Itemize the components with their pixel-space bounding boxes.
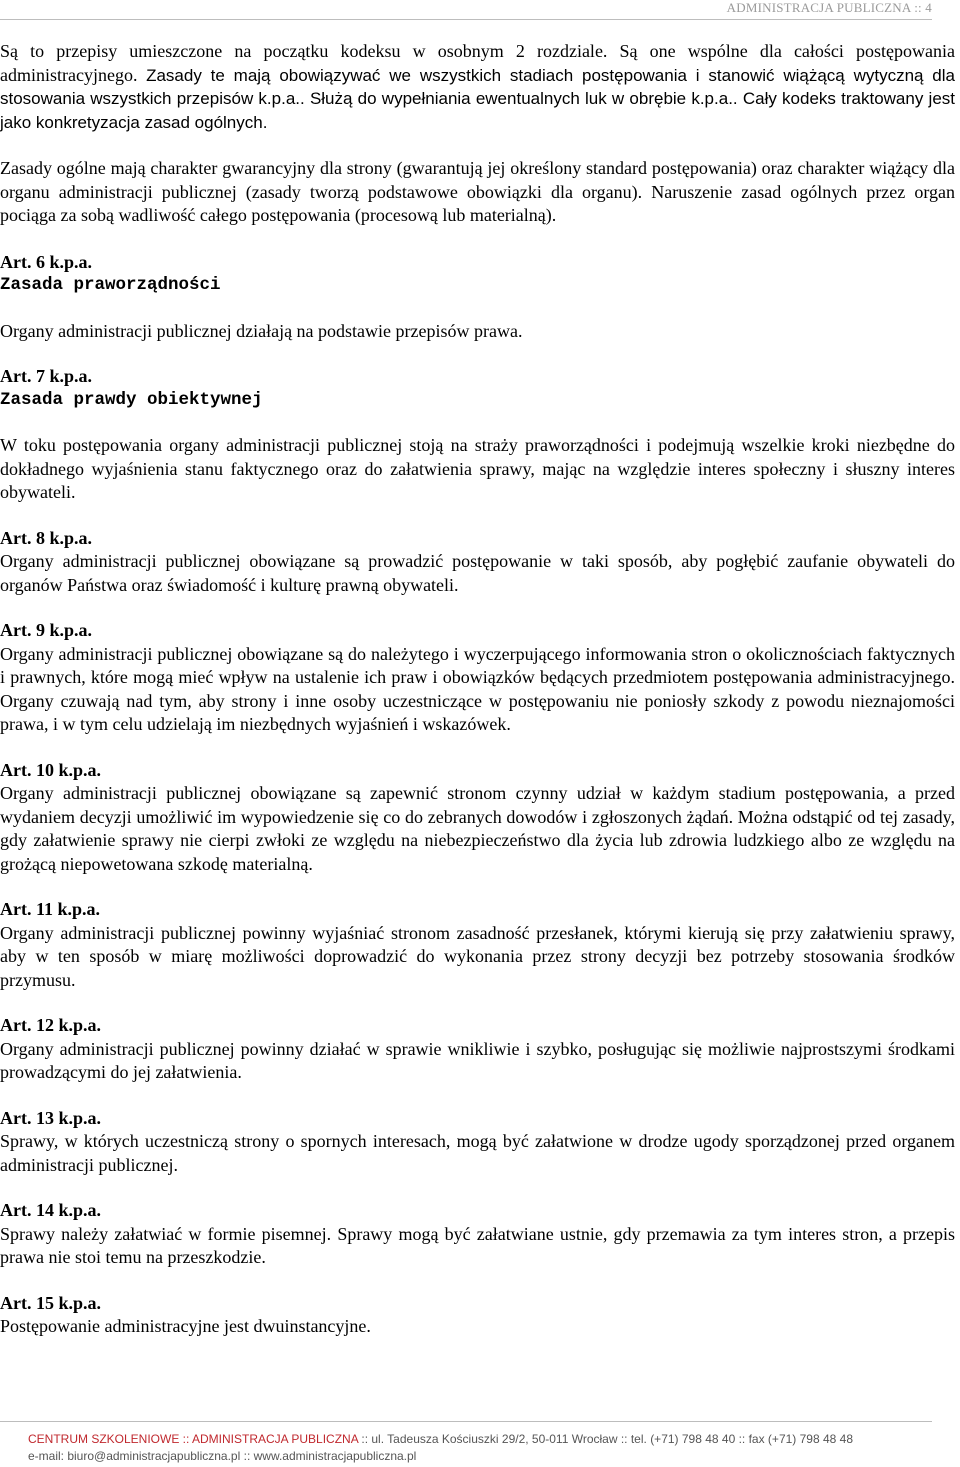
intro-paragraph xyxy=(0,40,955,134)
article-subtitle: Zasada prawdy obiektywnej xyxy=(0,389,263,410)
article-14 xyxy=(0,1199,955,1270)
article-text: Organy administracji publicznej powinny wyjaśniać stronom zasadność przesłanek, którymi kierują się przy załatwieniu sprawy, aby w ten sposób w miarę możliwości doprowadzić do wykonania przez strony decyzji bez potrzeby stosowania środków przymusu. xyxy=(0,922,955,990)
article-title: Art. 12 k.p.a. xyxy=(0,1015,102,1035)
article-6 xyxy=(0,251,955,344)
article-title: Art. 10 k.p.a. xyxy=(0,759,102,780)
article-title: Art. 8 k.p.a. xyxy=(0,527,93,548)
article-title: Art. 6 k.p.a. xyxy=(0,251,93,272)
article-title: Art. 13 k.p.a. xyxy=(0,1107,102,1128)
article-title: Art. 11 k.p.a. xyxy=(0,899,101,919)
article-title: Art. 14 k.p.a. xyxy=(0,1200,102,1220)
general-principles-paragraph: Zasady ogólne mają charakter gwarancyjny dla strony (gwarantują jej określony standard postępowania) oraz charakter wiążący dla organu administracji publicznej (zasady tworzą podstawowe obowiązki dla organu). Naruszenie zasad ogólnych przez organ pociąga za sobą wadliwość całego postępowania (procesową lub materialną). xyxy=(0,158,955,225)
article-title: Art. 9 k.p.a. xyxy=(0,620,93,640)
article-text: Organy administracji publicznej działają na podstawie przepisów prawa. xyxy=(0,320,523,341)
footer-brand: CENTRUM SZKOLENIOWE :: ADMINISTRACJA PUBLICZNA xyxy=(28,1432,359,1446)
intro-sentence-1: Są to przepisy umieszczone na początku kodeksu w osobnym 2 rozdziale. Są one wspólne dla całości postępowania administracyjnego. xyxy=(0,41,955,85)
document-body xyxy=(0,40,955,1361)
footer-divider xyxy=(0,1421,932,1422)
article-13 xyxy=(0,1107,955,1178)
article-text: Organy administracji publicznej obowiązane są do należytego i wyczerpującego informowania stron o okolicznościach faktycznych i prawnych, które mogą mieć wpływ na ustalenie ich praw i obowiązków będących przedmiotem postępowania administracyjnego. Organy czuwają nad tym, aby strony i inne osoby uczestniczące w postępowaniu nie poniosły szkody z powodu nieznajomości prawa, i w tym celu udzielają im niezbędnych wyjaśnień i wskazówek. xyxy=(0,643,955,734)
header-divider xyxy=(0,19,932,20)
page-footer xyxy=(28,1431,938,1465)
article-10 xyxy=(0,759,955,877)
article-text: Organy administracji publicznej obowiązane są prowadzić postępowanie w taki sposób, aby pogłębić zaufanie obywateli do organów Państwa oraz świadomość i kulturę prawną obywateli. xyxy=(0,551,955,595)
article-text: Sprawy należy załatwiać w formie pisemnej. Sprawy mogą być załatwiane ustnie, gdy przemawia za tym interes stron, a przepis prawa nie stoi temu na przeszkodzie. xyxy=(0,1223,955,1267)
article-text: W toku postępowania organy administracji publicznej stoją na straży praworządności i podejmują wszelkie kroki niezbędne do dokładnego wyjaśnienia stanu faktycznego oraz do załatwienia sprawy, mając na względzie interes społeczny i słuszny interes obywateli. xyxy=(0,435,955,502)
article-12 xyxy=(0,1014,955,1085)
article-title: Art. 15 k.p.a. xyxy=(0,1292,102,1313)
article-8 xyxy=(0,527,955,598)
article-text: Organy administracji publicznej obowiązane są zapewnić stronom czynny udział w każdym stadium postępowania, a przed wydaniem decyzji umożliwić im wypowiedzenie się co do zebranych dowodów i zgłoszonych żądań. Można odstąpić od tej zasady, gdy załatwienie sprawy nie cierpi zwłoki ze względu na niebezpieczeństwo dla życia lub zdrowia ludzkiego albo ze względu na grożącą niepowetowana szkodę materialną. xyxy=(0,783,955,874)
article-subtitle: Zasada praworządności xyxy=(0,275,221,295)
article-7 xyxy=(0,365,955,505)
intro-sentence-2: Zasady te mają obowiązywać we wszystkich stadiach postępowania i stanowić wiążącą wytyczną dla stosowania wszystkich przepisów k.p.a.. Służą do wypełniania ewentualnych luk w obrębie k.p.a.. Cały kodeks traktowany jest jako konkretyzacja zasad ogólnych. xyxy=(0,65,955,132)
article-15 xyxy=(0,1292,955,1339)
page-header: ADMINISTRACJA PUBLICZNA :: 4 xyxy=(726,0,932,15)
footer-address: :: ul. Tadeusza Kościuszki 29/2, 50-011 Wrocław :: tel. (+71) 798 48 40 :: fax (+71) 798 48 48 xyxy=(358,1432,853,1446)
article-title: Art. 7 k.p.a. xyxy=(0,366,93,386)
article-11 xyxy=(0,898,955,992)
article-text: Organy administracji publicznej powinny działać w sprawie wnikliwie i szybko, posługując się możliwie najprostszymi środkami prowadzącymi do jej załatwienia. xyxy=(0,1038,955,1082)
article-text: Sprawy, w których uczestniczą strony o spornych interesach, mogą być załatwione w drodze ugody sporządzonej przed organem administracji publicznej. xyxy=(0,1131,955,1175)
article-9 xyxy=(0,619,955,737)
article-text: Postępowanie administracyjne jest dwuinstancyjne. xyxy=(0,1316,371,1336)
footer-contact: e-mail: biuro@administracjapubliczna.pl :: www.administracjapubliczna.pl xyxy=(28,1449,417,1463)
footer-line-1 xyxy=(28,1431,938,1448)
